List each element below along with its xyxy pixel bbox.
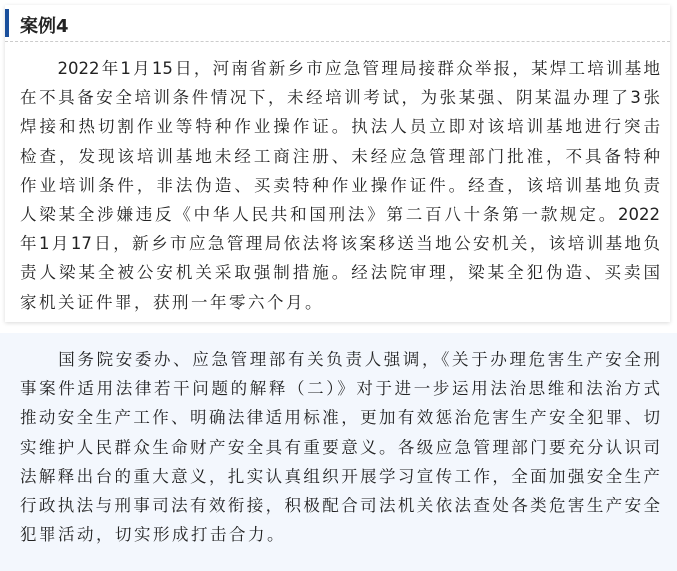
text-line: 2022年1月15日，河南省新乡市应急管理局接群众举报，某焊工培训基地 [20,59,660,78]
text-line: 责人梁某全被公安机关采取强制措施。经法院审理，梁某全犯伪造、买卖国 [20,263,660,283]
text-line: 检查，发现该培训基地未经工商注册、未经应急管理部门批准，不具备特种 [20,146,660,166]
case-title: 案例4 [20,16,69,37]
case-paragraph [20,54,660,317]
statement-paragraph [20,345,660,549]
text-line: 国务院安委办、应急管理部有关负责人强调，《关于办理危害生产安全刑 [20,350,660,369]
accent-bar [5,9,9,37]
text-line: 事案件适用法律若干问题的解释（二）》对于进一步运用法治思维和法治方式 [20,379,660,399]
text-line: 人梁某全涉嫌违反《中华人民共和国刑法》第二百八十条第一款规定。2022 [20,204,660,224]
statement-section [0,333,677,571]
text-line: 在不具备安全培训条件情况下，未经培训考试，为张某强、阴某温办理了3张 [20,88,660,108]
text-line: 家机关证件罪，获刑一年零六个月。 [20,292,324,312]
text-line: 实维护人民群众生命财产安全具有重要意义。各级应急管理部门要充分认识司 [20,437,660,457]
text-line: 行政执法与刑事司法有效衔接，积极配合司法机关依法查处各类危害生产安全 [20,495,660,515]
text-line: 年1月17日，新乡市应急管理局依法将该案移送当地公安机关，该培训基地负 [20,234,660,254]
text-line: 犯罪活动，切实形成打击合力。 [20,525,286,545]
case-card [5,5,670,322]
text-line: 法解释出台的重大意义，扎实认真组织开展学习宣传工作，全面加强安全生产 [20,466,660,486]
text-line: 焊接和热切割作业等特种作业操作证。执法人员立即对该培训基地进行突击 [20,117,660,137]
case-header [5,5,670,42]
text-line: 推动安全生产工作、明确法律适用标准，更加有效惩治危害生产安全犯罪、切 [20,408,660,428]
text-line: 作业培训条件，非法伪造、买卖特种作业操作证件。经查，该培训基地负责 [20,175,660,195]
